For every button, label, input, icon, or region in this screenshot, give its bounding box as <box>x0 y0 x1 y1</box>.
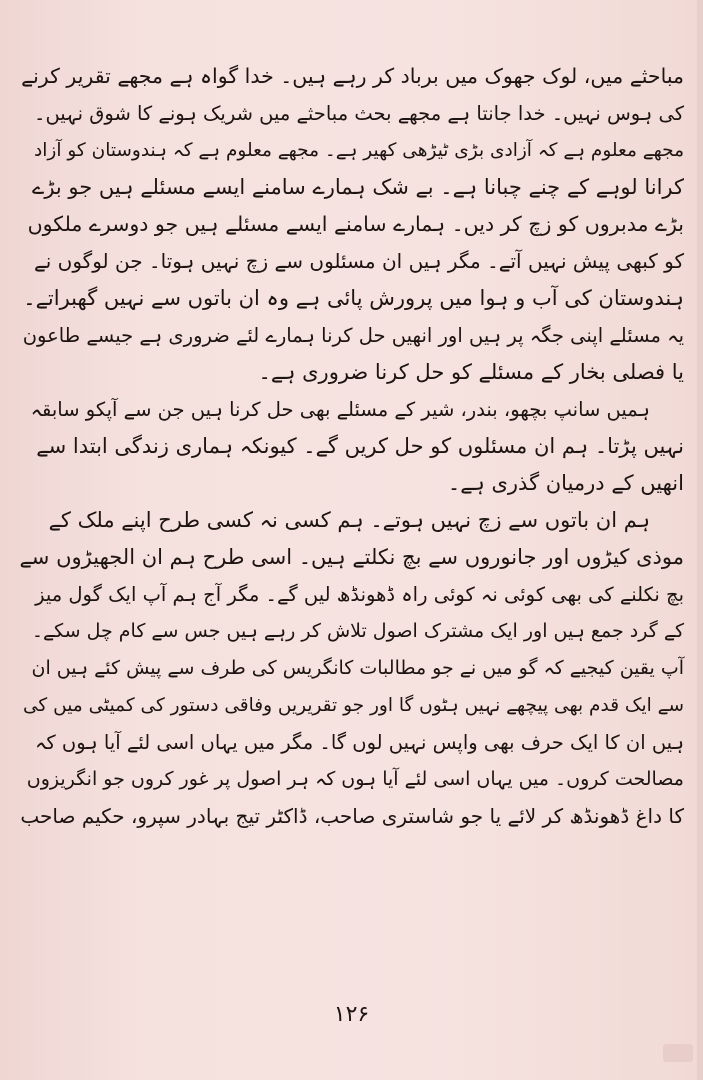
text-line-20: مصالحت کروں۔ میں یہاں اسی لئے آیا ہوں کہ ہر اصول پر غور کروں جو انگریزوں <box>26 768 684 790</box>
text-line-7: ہندوستان کی آب و ہوا میں پرورش پائی ہے وہ ان باتوں سے نہیں گھبراتے۔ <box>23 286 684 310</box>
text-line-8: یہ مسئلے اپنی جگہ پر ہیں اور انھیں حل کرنا ہمارے لئے ضروری ہے جیسے طاعون <box>22 324 684 347</box>
text-line-2: کی ہوس نہیں۔ خدا جانتا ہے مجھے بحث مباحثے میں شریک ہونے کا شوق نہیں۔ <box>34 102 684 125</box>
text-line-4: کرانا لوہے کے چنے چبانا ہے۔ بے شک ہمارے سامنے ایسے مسئلے ہیں جو بڑے <box>32 175 684 199</box>
text-line-6: کو کبھی پیش نہیں آتے۔ مگر ہیں ان مسئلوں سے زچ نہیں ہوتا۔ جن لوگوں نے <box>34 249 684 273</box>
text-line-21: کا داغ ڈھونڈھ کر لائے یا جو شاستری صاحب، ڈاکٹر تیج بہادر سپرو، حکیم صاحب <box>20 804 684 828</box>
text-line-1: مباحثے میں، لوک جھوک میں برباد کر رہے ہیں۔ خدا گواہ ہے مجھے تقریر کرنے <box>21 64 684 88</box>
text-line-11: نہیں پڑتا۔ ہم ان مسئلوں کو حل کریں گے۔ کیونکہ ہماری زندگی ابتدا سے <box>36 434 684 458</box>
text-line-10: ہمیں سانپ بچھو، بندر، شیر کے مسئلے بھی حل کرنا ہیں جن سے آپکو سابقہ <box>30 398 650 421</box>
text-line-19: ہیں ان کا ایک حرف بھی واپس نہیں لوں گا۔ مگر میں یہاں اسی لئے آیا ہوں کہ <box>34 731 684 754</box>
text-line-15: بچ نکلنے کی بھی کوئی نہ کوئی راہ ڈھونڈھ لیں گے۔ مگر آج ہم آپ ایک گول میز <box>35 583 684 606</box>
urdu-text-body <box>20 58 684 835</box>
text-line-16: کے گرد جمع ہیں اور ایک مشترک اصول تلاش کر رہے ہیں جس سے کام چل سکے۔ <box>31 620 684 642</box>
text-line-13: ہم ان باتوں سے زچ نہیں ہوتے۔ ہم کسی نہ کسی طرح اپنے ملک کے <box>48 508 650 532</box>
page-number: ۱۲۶ <box>333 1002 370 1027</box>
text-line-17: آپ یقین کیجیے کہ گو میں نے جو مطالبات کانگریس کی طرف سے پیش کئے ہیں ان <box>31 657 684 679</box>
text-line-9: یا فصلی بخار کے مسئلے کو حل کرنا ضروری ہے۔ <box>258 360 684 384</box>
text-line-12: انھیں کے درمیان گذری ہے۔ <box>447 471 684 495</box>
text-line-5: بڑے مدبروں کو زچ کر دیں۔ ہمارے سامنے ایسے مسئلے ہیں جو دوسرے ملکوں <box>27 212 684 236</box>
page-edge-shadow <box>697 0 703 1080</box>
corner-stamp-mark <box>663 1044 693 1062</box>
text-line-18: سے ایک قدم بھی پیچھے نہیں ہٹوں گا اور جو تقریریں وفاقی دستور کی کمیٹی میں کی <box>23 695 684 716</box>
text-line-14: موذی کیڑوں اور جانوروں سے بچ نکلتے ہیں۔ اسی طرح ہم ان الجھیڑوں سے <box>19 545 684 569</box>
text-line-3: مجھے معلوم ہے کہ آزادی بڑی ٹیڑھی کھیر ہے۔ مجھے معلوم ہے کہ ہندوستان کو آزاد <box>34 140 684 161</box>
